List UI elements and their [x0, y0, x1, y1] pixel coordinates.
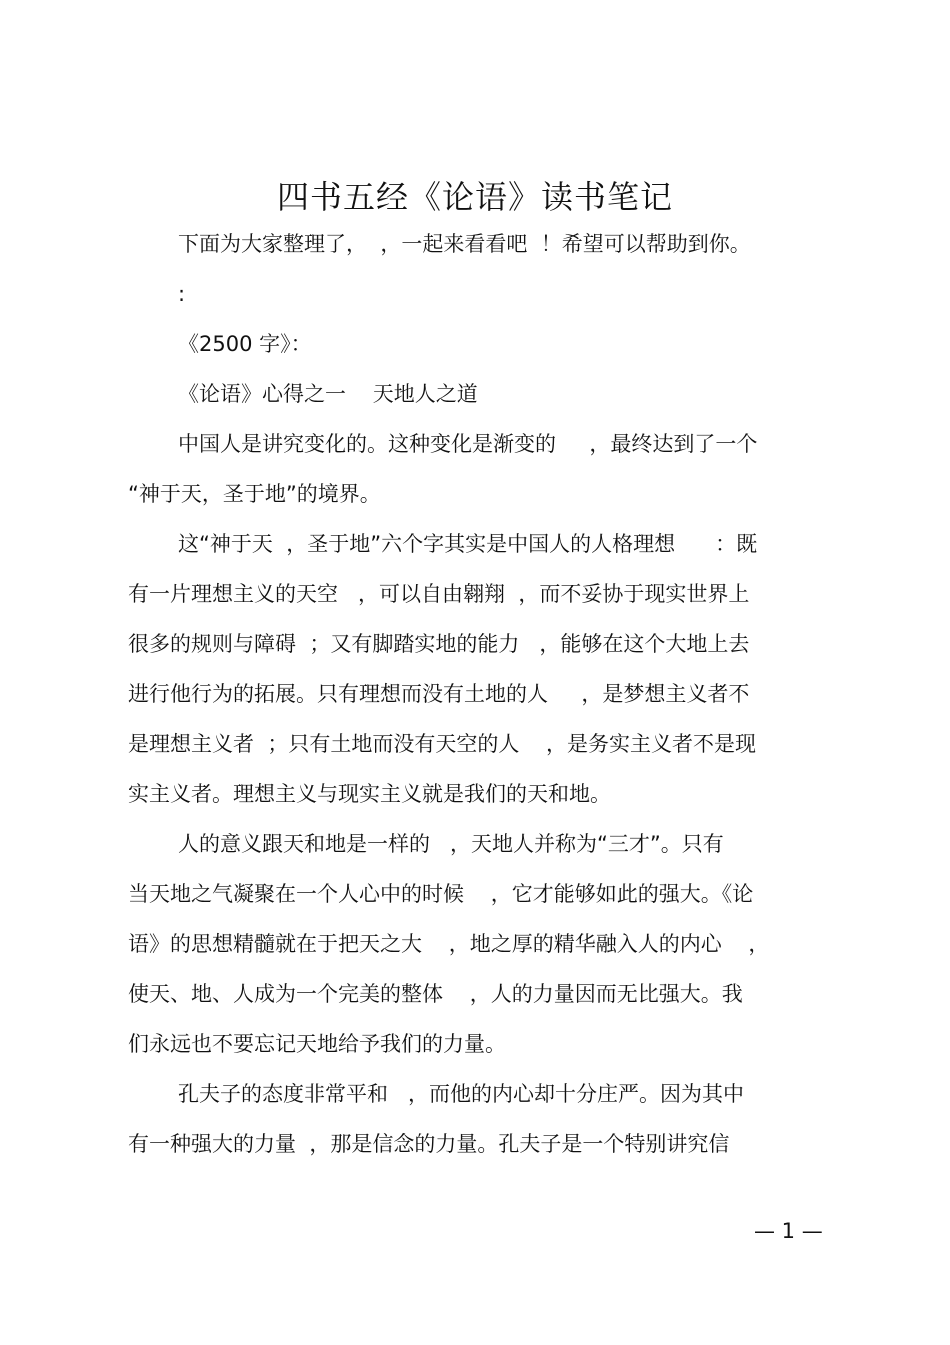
- paragraph-line: 当天地之气凝聚在一个人心中的时候 ，它才能够如此的强大。《论: [128, 882, 754, 906]
- paragraph-line: 孔夫子的态度非常平和 ，而他的内心却十分庄严。因为其中: [178, 1082, 745, 1106]
- paragraph-line: 《2500 字》：: [178, 332, 312, 356]
- paragraph-line: 这“神于天 ，圣于地”六个字其实是中国人的人格理想 ：既: [178, 532, 758, 556]
- paragraph-line: 有一种强大的力量 ，那是信念的力量。孔夫子是一个特别讲究信: [128, 1132, 730, 1156]
- paragraph-line: 人的意义跟天和地是一样的 ，天地人并称为“三才”。只有: [178, 832, 724, 856]
- paragraph-line: 实主义者。理想主义与现实主义就是我们的天和地。: [128, 782, 611, 806]
- paragraph-line: 很多的规则与障碍 ；又有脚踏实地的能力 ，能够在这个大地上去: [128, 632, 750, 656]
- paragraph-line: 进行他行为的拓展。只有理想而没有土地的人 ，是梦想主义者不: [128, 682, 750, 706]
- paragraph-line: 下面为大家整理了， ，一起来看看吧 ！希望可以帮助到你。: [178, 232, 751, 256]
- paragraph-line: “神于天，圣于地”的境界。: [128, 482, 381, 506]
- paragraph-line: 语》的思想精髓就在于把天之大 ，地之厚的精华融入人的内心 ，: [128, 932, 770, 956]
- page-number: — 1 —: [754, 1219, 823, 1243]
- paragraph-line: 有一片理想主义的天空 ，可以自由翱翔 ，而不妥协于现实世界上: [128, 582, 750, 606]
- document-title: 四书五经《论语》读书笔记: [276, 178, 673, 216]
- paragraph-line: 们永远也不要忘记天地给予我们的力量。: [128, 1032, 506, 1056]
- paragraph-line: 中国人是讲究变化的。这种变化是渐变的 ，最终达到了一个: [178, 432, 758, 456]
- paragraph-line: 是理想主义者 ；只有土地而没有天空的人 ，是务实主义者不是现: [128, 732, 757, 756]
- paragraph-line: :: [178, 282, 186, 306]
- paragraph-line: 使天、地、人成为一个完美的整体 ，人的力量因而无比强大。我: [128, 982, 743, 1006]
- section-heading: 《论语》心得之一 天地人之道: [178, 382, 478, 406]
